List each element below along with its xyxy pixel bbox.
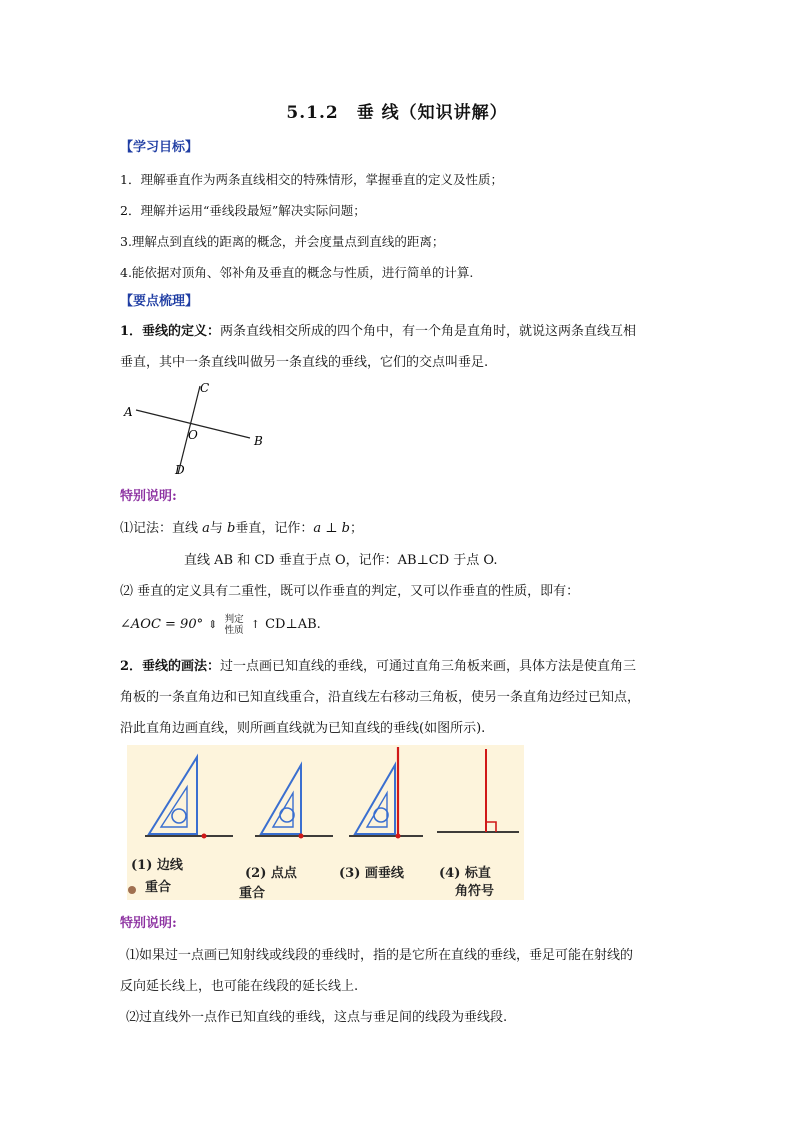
note-heading-2: 特别说明: — [120, 916, 177, 931]
step-4-label-2: 角符号 — [455, 884, 495, 899]
drawing-label: 2．垂线的画法： — [120, 659, 221, 674]
property-label: 性质 — [224, 624, 244, 636]
note1-text-end: ； — [349, 521, 363, 536]
judge-property-stack — [225, 614, 244, 636]
step-1-label-1: (1) 边线 — [131, 858, 183, 873]
definition-line-1 — [120, 316, 690, 347]
section-points: 【要点梳理】 — [120, 294, 199, 309]
note1-line-1 — [120, 513, 690, 544]
drawing-steps-figure — [127, 745, 524, 900]
var-a: a — [202, 521, 210, 536]
note2-line-1: ⑴如果过一点画已知射线或线段的垂线时，指的是它所在直线的垂线，垂足可能在射线的 — [126, 948, 634, 963]
note1-line-3: ⑵ 垂直的定义具有二重性，既可以作垂直的判定，又可以作垂直的性质，即有： — [120, 584, 580, 599]
label-c: C — [200, 381, 210, 395]
up-arrow-icon: ↑ — [250, 618, 260, 631]
definition-text-1: 两条直线相交所成的四个角中，有一个角是直角时，就说这两条直线互相 — [220, 324, 637, 339]
note2-line-3: ⑵过直线外一点作已知直线的垂线，这点与垂足间的线段为垂线段. — [126, 1010, 508, 1025]
goal-item-1: 1．理解垂直作为两条直线相交的特殊情形，掌握垂直的定义及性质； — [120, 172, 503, 187]
drawing-text-1: 过一点画已知直线的垂线，可通过直角三角板来画，具体方法是使直角三 — [220, 659, 637, 674]
section-goals: 【学习目标】 — [120, 140, 199, 155]
var-b: b — [227, 521, 236, 536]
label-d: D — [175, 463, 185, 477]
step-1-label-2: 重合 — [145, 880, 172, 895]
step-2-label-1: (2) 点点 — [245, 866, 297, 881]
label-b: B — [254, 434, 263, 448]
perpendicular-lines-figure — [116, 378, 276, 480]
note1-text-mid: 与 — [209, 521, 228, 536]
step-4-label-1: (4) 标直 — [439, 866, 491, 881]
note1-line-2: 直线 AB 和 CD 垂直于点 O，记作：AB⊥CD 于点 O. — [184, 553, 498, 568]
label-o: O — [188, 428, 198, 442]
judge-label: 判定 — [224, 613, 244, 625]
label-a: A — [124, 405, 133, 419]
perp-result: CD⊥AB. — [265, 617, 321, 632]
note-heading-1: 特别说明: — [120, 489, 177, 504]
definition-line-2: 垂直，其中一条直线叫做另一条直线的垂线，它们的交点叫垂足. — [120, 355, 489, 370]
angle-expression: ∠AOC = 90° — [120, 617, 204, 632]
drawing-line-2: 角板的一条直角边和已知直线重合，沿直线左右移动三角板，使另一条直角边经过已知点， — [120, 690, 641, 705]
step-2-label-2: 重合 — [239, 886, 266, 900]
step-3-label-1: (3) 画垂线 — [339, 866, 404, 881]
definition-label: 1．垂线的定义： — [120, 324, 221, 339]
drawing-line-1 — [120, 651, 690, 682]
goal-item-4: 4.能依据对顶角、邻补角及垂直的概念与性质，进行简单的计算. — [120, 265, 474, 280]
corner-avatar-icon — [128, 886, 136, 894]
note2-line-2: 反向延长线上，也可能在线段的延长线上. — [120, 979, 359, 994]
page-title: 5.1.2 垂 线（知识讲解） — [286, 103, 508, 123]
perp-expression: a ⊥ b — [313, 521, 350, 536]
note1-text-post: 垂直，记作： — [235, 521, 314, 536]
goal-item-3: 3.理解点到直线的距离的概念，并会度量点到直线的距离； — [120, 234, 445, 249]
drawing-line-3: 沿此直角边画直线，则所画直线就为已知直线的垂线(如图所示). — [120, 721, 486, 736]
note1-text: ⑴记法：直线 — [120, 521, 203, 536]
double-arrow-icon: ⇕ — [208, 618, 218, 631]
goal-item-2: 2．理解并运用“垂线段最短”解决实际问题； — [120, 203, 366, 218]
note1-line-4 — [120, 609, 690, 640]
